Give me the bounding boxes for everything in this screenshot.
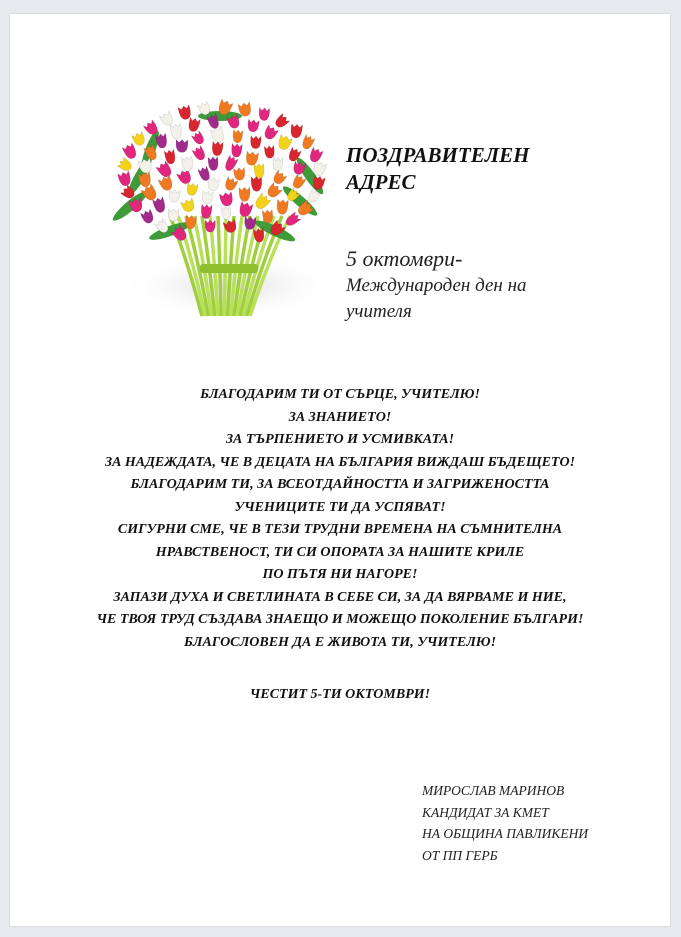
tulip-flower: [219, 192, 234, 208]
tulip-flower: [250, 136, 261, 149]
message-line: НРАВСТВЕНОСТ, ТИ СИ ОПОРАТА ЗА НАШИТЕ КРИЛЕ: [155, 544, 525, 560]
tulip-flower: [186, 183, 198, 197]
tulip-flower: [117, 171, 132, 187]
tulip-flower: [223, 177, 238, 192]
message-line: БЛАГОДАРИМ ТИ, ЗА ВСЕОТДАЙНОСТТА И ЗАГРИЖЕНОСТТА: [130, 477, 550, 492]
bouquet-band: [200, 264, 258, 273]
tulip-flower: [221, 206, 232, 220]
message-line: ЗА ТЪРПЕНИЕТО И УСМИВКАТА!: [225, 432, 455, 447]
tulip-flower: [276, 199, 288, 214]
tulip-flower: [239, 187, 250, 201]
tulip-flower: [264, 145, 275, 158]
tulip-flower: [290, 124, 303, 139]
tulip-flower: [176, 168, 193, 185]
tulip-flower: [245, 151, 259, 166]
tulip-flower: [277, 134, 293, 151]
tulip-flower: [132, 131, 147, 147]
message-line: СИГУРНИ СМЕ, ЧЕ В ТЕЗИ ТРУДНИ ВРЕМЕНА НА СЪМНИТЕЛНА: [117, 522, 563, 537]
message-line: ЗА НАДЕЖДАТА, ЧЕ В ДЕЦАТА НА БЪЛГАРИЯ ВИЖДАШ БЪДЕЩЕТО!: [104, 454, 576, 470]
tulip-flower: [170, 124, 182, 140]
tulip-flower: [201, 191, 213, 205]
letter-title: [346, 142, 529, 196]
tulip-flower: [187, 117, 200, 132]
occasion-block: [346, 245, 586, 325]
tulip-flower: [273, 113, 290, 129]
tulip-flower: [140, 209, 155, 225]
tulip-flower: [210, 126, 226, 144]
tulip-flower: [207, 177, 220, 192]
signature-name: МИРОСЛАВ МАРИНОВ: [422, 783, 565, 798]
greeting-letter-page: [10, 14, 670, 926]
signature-block: [422, 780, 588, 866]
tulip-bouquet-image: [110, 96, 340, 336]
blessing-line: БЛАГОСЛОВЕН ДА Е ЖИВОТА ТИ, УЧИТЕЛЮ!: [183, 635, 497, 650]
tulip-flower: [117, 157, 134, 173]
tulip-flower: [191, 131, 206, 146]
tulip-flower: [205, 220, 215, 232]
message-line: УЧЕНИЦИТЕ ТИ ДА УСПЯВАТ!: [234, 499, 446, 515]
tulip-flower: [247, 119, 259, 132]
holiday-greeting: ЧЕСТИТ 5-ТИ ОКТОМВРИ!: [249, 687, 431, 702]
tulip-flower: [159, 111, 174, 127]
tulip-flower: [273, 158, 283, 172]
tulip-flower: [233, 167, 245, 180]
message-line: ЗАПАЗИ ДУХА И СВЕТЛИНАТА В СЕБЕ СИ, ЗА ДА ВЯРВАМЕ И НИЕ,: [113, 589, 567, 605]
tulip-flower: [176, 140, 188, 153]
tulip-flower: [238, 201, 253, 218]
tulip-flower: [254, 163, 265, 178]
tulip-flower: [152, 197, 166, 214]
title-line-1: ПОЗДРАВИТЕЛЕН: [346, 143, 530, 167]
occasion-name: Международен ден на учителя: [346, 275, 527, 322]
tulip-flower: [182, 156, 194, 171]
tulip-flower: [192, 145, 207, 162]
tulip-flower: [251, 176, 262, 191]
signature-party: ОТ ПП ГЕРБ: [422, 847, 498, 863]
tulip-flower: [253, 193, 271, 212]
message-line: ЧЕ ТВОЯ ТРУД СЪЗДАВА ЗНАЕЩО И МОЖЕЩО ПОКОЛЕНИЕ БЪЛГАРИ!: [96, 612, 584, 627]
message-line: ЗА ЗНАНИЕТО!: [288, 409, 392, 425]
tulip-flower: [232, 130, 243, 144]
message-line: БЛАГОДАРИМ ТИ ОТ СЪРЦЕ, УЧИТЕЛЮ!: [200, 387, 480, 402]
message-body: [10, 384, 670, 632]
tulip-flower: [168, 209, 179, 221]
tulip-flower: [169, 189, 181, 202]
title-line-2: АДРЕС: [346, 170, 416, 194]
tulip-flower: [223, 155, 238, 172]
tulip-flower: [231, 143, 243, 157]
signature-role: КАНДИДАТ ЗА КМЕТ: [422, 804, 549, 820]
tulip-flower: [211, 141, 223, 156]
tulip-flower: [265, 182, 282, 199]
tulip-flower: [208, 157, 219, 171]
tulip-flower: [308, 147, 323, 164]
tulip-flower: [181, 198, 197, 214]
message-line: ПО ПЪТЯ НИ НАГОРЕ!: [262, 567, 418, 582]
tulip-flower: [262, 125, 278, 142]
occasion-date: 5 октомври-: [346, 246, 463, 271]
signature-municipality: НА ОБЩИНА ПАВЛИКЕНИ: [422, 826, 589, 841]
tulip-flower: [259, 107, 270, 120]
tulip-flower: [158, 175, 174, 192]
